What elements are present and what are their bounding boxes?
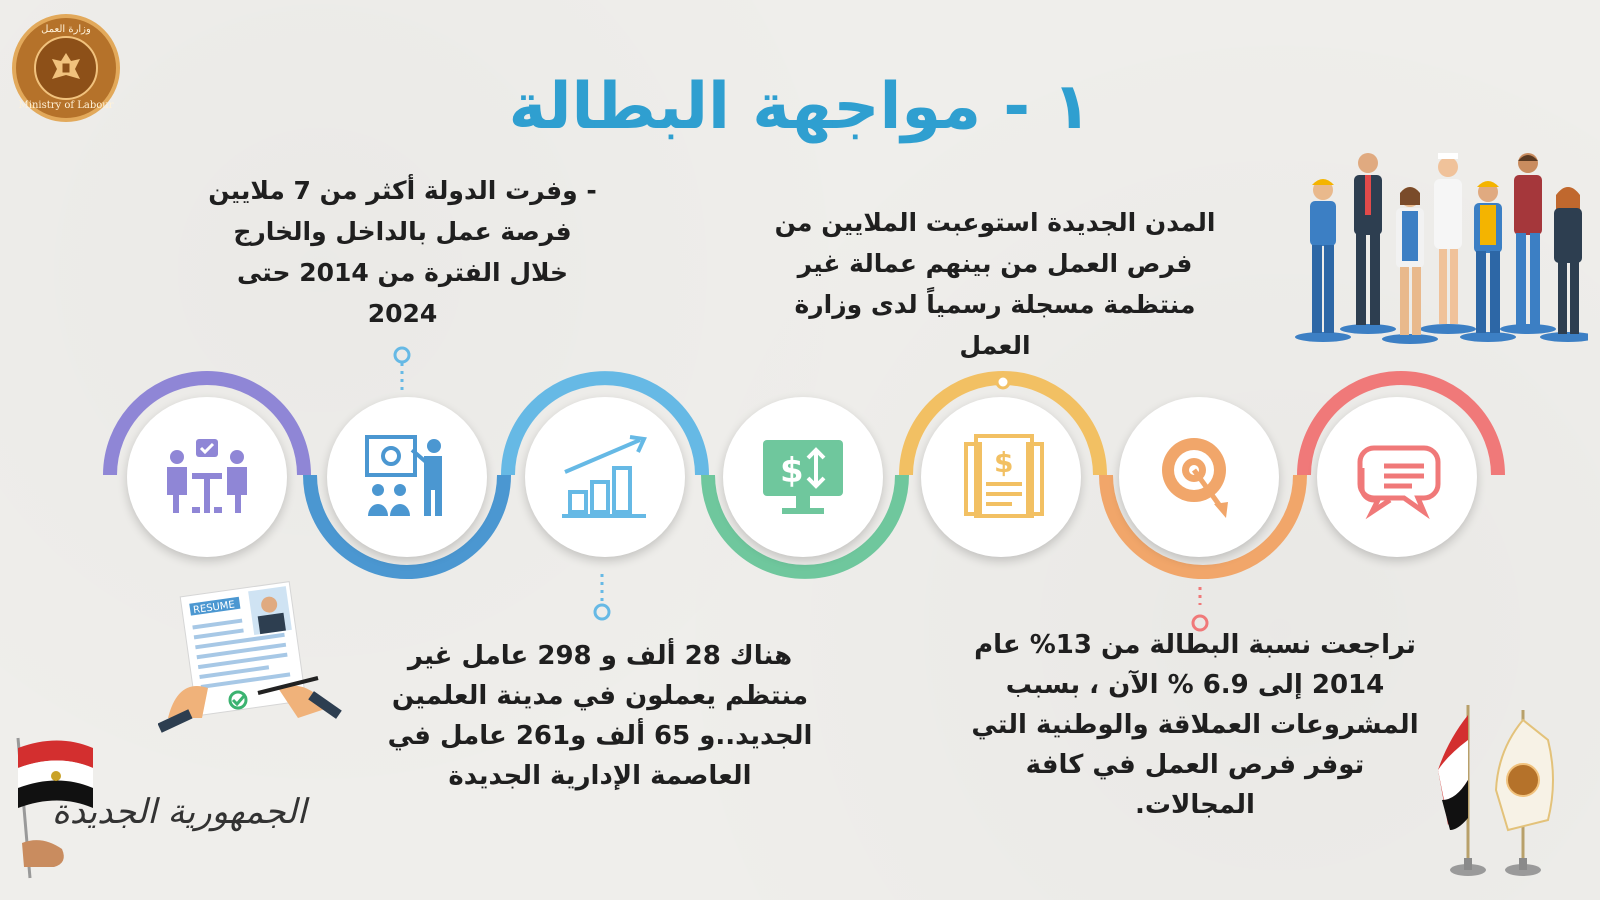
irregular-workers-text: هناك 28 ألف و 298 عامل غير منتظم يعملون في مدينة العلمين الجديد..و 65 ألف و261 عامل في العاصمة الإدارية الجديدة [387, 641, 813, 791]
svg-text:$: $ [994, 446, 1014, 479]
target-icon [1154, 432, 1244, 522]
dollar-exchange-icon [758, 432, 848, 522]
dollar-exchange-icon-circle [723, 397, 883, 557]
desk-flags-illustration [1428, 700, 1578, 890]
presentation-icon [362, 432, 452, 522]
team-meeting-icon [162, 437, 252, 517]
resume-illustration [158, 578, 343, 748]
growth-chart-icon [560, 432, 650, 522]
growth-chart-icon-circle [525, 397, 685, 557]
chat-bubbles-icon [1352, 432, 1442, 522]
workers-illustration [1288, 145, 1588, 345]
logo-arabic-text: وزارة العمل [41, 24, 91, 35]
presentation-icon-circle [327, 397, 487, 557]
resume-label: RESUME [192, 599, 236, 617]
team-meeting-icon-circle [127, 397, 287, 557]
jobs-created-text: - وفرت الدولة أكثر من 7 ملايين فرصة عمل بالداخل والخارج خلال الفترة من 2014 حتى 2024 [208, 176, 597, 328]
new-cities-text: المدن الجديدة استوعبت الملايين من فرص العمل من بينهم عمالة غير منتظمة مسجلة رسمياً لدى وزارة العمل [774, 208, 1216, 360]
chat-bubbles-icon-circle [1317, 397, 1477, 557]
page-title: ١ - مواجهة البطالة [508, 70, 1092, 144]
new-republic-slogan: الجمهورية الجديدة [52, 792, 307, 832]
unemployment-rate-text: تراجعت نسبة البطالة من 13% عام 2014 إلى 6.9 % الآن ، بسبب المشروعات العملاقة والوطنية التي توفر فرص العمل في كافة المجالات. [971, 630, 1419, 820]
financial-document-icon [956, 432, 1046, 522]
financial-document-icon-circle [921, 397, 1081, 557]
logo-english-text: Ministry of Labour [18, 100, 114, 111]
svg-text:$: $ [780, 451, 804, 491]
target-icon-circle [1119, 397, 1279, 557]
